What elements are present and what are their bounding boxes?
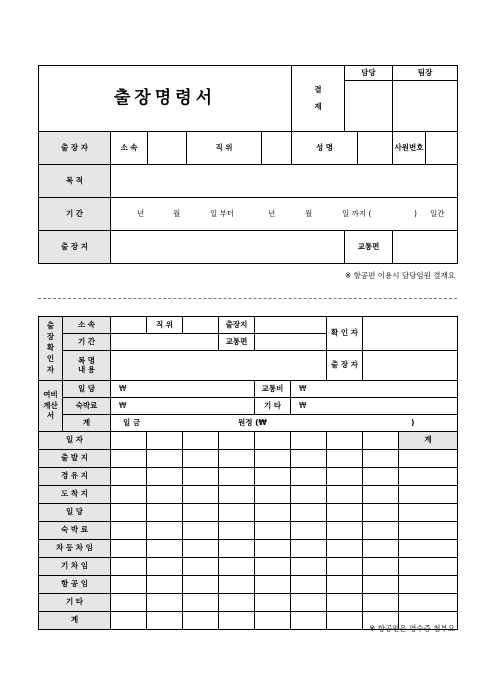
detail-row-label: 경 유 지 (39, 468, 111, 486)
detail-cell[interactable] (327, 486, 363, 504)
trip-report-table (38, 316, 458, 630)
approval-label: 결 재 (292, 66, 345, 132)
detail-row (39, 468, 458, 486)
detail-total-cell[interactable] (399, 486, 458, 504)
detail-cell[interactable] (327, 612, 363, 630)
detail-cell[interactable] (111, 486, 147, 504)
detail-row-label: 기 차 임 (39, 558, 111, 576)
transport-label: 교통편 (345, 231, 393, 264)
detail-cell[interactable] (255, 504, 291, 522)
detail-cell[interactable] (255, 558, 291, 576)
report-period-field[interactable] (111, 334, 219, 351)
dept-field[interactable] (148, 132, 187, 165)
detail-row (39, 540, 458, 558)
detail-cell[interactable] (111, 504, 147, 522)
detail-cell[interactable] (183, 432, 219, 450)
position-field[interactable] (262, 132, 292, 165)
detail-cell[interactable] (111, 594, 147, 612)
detail-cell[interactable] (147, 522, 183, 540)
confirmer-label: 확 인 자 (327, 317, 363, 351)
detail-cell[interactable] (219, 432, 255, 450)
detail-cell[interactable] (291, 576, 327, 594)
expense-group-label: 여비 계산 서 (39, 381, 63, 432)
detail-cell[interactable] (147, 432, 183, 450)
detail-row-label: 차 등 차 임 (39, 540, 111, 558)
report-position-label: 직 위 (147, 317, 183, 334)
position-label: 직 위 (187, 132, 262, 165)
detail-cell[interactable] (219, 558, 255, 576)
detail-cell[interactable] (291, 432, 327, 450)
detail-row-label: 도 착 지 (39, 486, 111, 504)
destination-field[interactable] (111, 231, 345, 264)
purpose-label: 목 적 (39, 165, 111, 198)
detail-cell[interactable] (291, 522, 327, 540)
detail-cell[interactable] (147, 504, 183, 522)
detail-total-cell[interactable] (399, 594, 458, 612)
cut-line (38, 298, 457, 299)
detail-cell[interactable] (291, 468, 327, 486)
report-traveler-label: 출 장 자 (327, 351, 363, 381)
fare-field[interactable]: ₩ (291, 381, 458, 398)
detail-total-cell[interactable] (399, 468, 458, 486)
detail-cell[interactable] (327, 504, 363, 522)
detail-cell[interactable] (219, 468, 255, 486)
name-label: 성 명 (292, 132, 358, 165)
detail-total-cell[interactable] (399, 450, 458, 468)
detail-row (39, 486, 458, 504)
detail-cell[interactable] (219, 540, 255, 558)
etc-label: 기 타 (255, 398, 291, 415)
trip-order-table (38, 65, 458, 264)
detail-cell[interactable] (291, 558, 327, 576)
detail-row-label: 계 (39, 612, 111, 630)
detail-cell[interactable] (291, 612, 327, 630)
detail-cell[interactable] (183, 504, 219, 522)
detail-cell[interactable] (291, 504, 327, 522)
lodging-label: 숙박료 (63, 398, 111, 415)
empno-label: 사원번호 (393, 132, 426, 164)
detail-cell[interactable] (219, 594, 255, 612)
detail-row-label: 일 자 (39, 432, 111, 450)
detail-row (39, 432, 458, 450)
detail-cell[interactable] (147, 540, 183, 558)
detail-total-header: 계 (399, 432, 458, 450)
report-traveler-sign[interactable] (363, 351, 458, 381)
detail-cell[interactable] (183, 468, 219, 486)
detail-cell[interactable] (183, 522, 219, 540)
detail-row-label: 항 공 임 (39, 576, 111, 594)
detail-row (39, 558, 458, 576)
detail-cell[interactable] (363, 504, 399, 522)
detail-cell[interactable] (147, 486, 183, 504)
purpose-field[interactable] (111, 165, 458, 198)
detail-row (39, 504, 458, 522)
amount-prefix: 일 금 (123, 418, 141, 427)
expense-total-field[interactable] (111, 415, 458, 432)
empno-cell (393, 132, 458, 165)
detail-cell[interactable] (219, 504, 255, 522)
detail-cell[interactable] (327, 468, 363, 486)
dept-label: 소 속 (111, 132, 148, 165)
detail-total-cell[interactable] (399, 558, 458, 576)
detail-cell[interactable] (183, 576, 219, 594)
approval-header-team-lead: 팀장 (393, 66, 458, 81)
detail-cell[interactable] (219, 612, 255, 630)
amount-close: ) (411, 418, 415, 427)
report-period-label: 기 간 (63, 334, 111, 351)
duty-field[interactable] (111, 351, 327, 381)
detail-total-cell[interactable] (399, 540, 458, 558)
detail-cell[interactable] (147, 612, 183, 630)
lodging-field[interactable]: ₩ (111, 398, 255, 415)
detail-cell[interactable] (291, 540, 327, 558)
detail-cell[interactable] (111, 540, 147, 558)
detail-total-cell[interactable] (399, 522, 458, 540)
detail-cell[interactable] (327, 540, 363, 558)
detail-cell[interactable] (363, 450, 399, 468)
detail-cell[interactable] (255, 576, 291, 594)
detail-row-label: 숙 박 료 (39, 522, 111, 540)
detail-row (39, 450, 458, 468)
detail-cell[interactable] (327, 576, 363, 594)
detail-cell[interactable] (111, 450, 147, 468)
detail-cell[interactable] (255, 540, 291, 558)
detail-cell[interactable] (327, 450, 363, 468)
duty-label: 복 명 내 용 (63, 351, 111, 381)
detail-cell[interactable] (363, 594, 399, 612)
period-field[interactable]: 년 월 일 부터 년 월 일 까지 ( ) 일간 (111, 198, 458, 231)
detail-cell[interactable] (363, 558, 399, 576)
detail-row-label: 기 타 (39, 594, 111, 612)
detail-cell[interactable] (327, 558, 363, 576)
detail-cell[interactable] (255, 468, 291, 486)
detail-cell[interactable] (255, 486, 291, 504)
detail-cell[interactable] (183, 450, 219, 468)
detail-cell[interactable] (327, 432, 363, 450)
detail-cell[interactable] (255, 450, 291, 468)
detail-cell[interactable] (363, 486, 399, 504)
name-field[interactable] (358, 132, 393, 165)
detail-cell[interactable] (219, 576, 255, 594)
detail-cell[interactable] (291, 450, 327, 468)
amount-suffix: 원정 (₩ (238, 418, 267, 427)
detail-cell[interactable] (111, 558, 147, 576)
expense-total-label: 계 (63, 415, 111, 432)
detail-cell[interactable] (291, 594, 327, 612)
detail-cell[interactable] (183, 486, 219, 504)
detail-cell[interactable] (327, 594, 363, 612)
detail-grid (39, 432, 458, 630)
report-transport-field[interactable] (255, 334, 327, 351)
detail-cell[interactable] (111, 576, 147, 594)
report-dest-field[interactable] (255, 317, 327, 334)
detail-cell[interactable] (363, 468, 399, 486)
detail-cell[interactable] (147, 450, 183, 468)
detail-cell[interactable] (111, 522, 147, 540)
transport-field[interactable] (393, 231, 458, 264)
detail-cell[interactable] (147, 558, 183, 576)
detail-row-label: 출 발 지 (39, 450, 111, 468)
detail-row (39, 576, 458, 594)
detail-cell[interactable] (111, 432, 147, 450)
detail-cell[interactable] (147, 594, 183, 612)
detail-cell[interactable] (255, 594, 291, 612)
detail-row (39, 522, 458, 540)
detail-cell[interactable] (363, 432, 399, 450)
period-label: 기 간 (39, 198, 111, 231)
detail-cell[interactable] (111, 468, 147, 486)
report-position-field[interactable] (183, 317, 219, 334)
destination-label: 출 장 지 (39, 231, 111, 264)
detail-cell[interactable] (327, 522, 363, 540)
detail-row-label: 일 당 (39, 504, 111, 522)
detail-cell[interactable] (183, 540, 219, 558)
detail-cell[interactable] (183, 558, 219, 576)
top-note: ※ 항공편 이용시 담당임원 결재요 (344, 271, 455, 280)
form-title: 출장명령서 (39, 66, 292, 132)
report-dept-field[interactable] (111, 317, 147, 334)
detail-cell[interactable] (183, 594, 219, 612)
detail-cell[interactable] (255, 612, 291, 630)
approval-sign-staff[interactable] (345, 81, 393, 132)
detail-cell[interactable] (363, 540, 399, 558)
daily-allowance-field[interactable]: ₩ (111, 381, 255, 398)
detail-total-cell[interactable] (399, 576, 458, 594)
approval-sign-team-lead[interactable] (393, 81, 458, 132)
detail-cell[interactable] (363, 576, 399, 594)
detail-cell[interactable] (183, 612, 219, 630)
report-dest-label: 출장지 (219, 317, 255, 334)
daily-allowance-label: 일 당 (63, 381, 111, 398)
bottom-note: ※ 항공편은 영수증 첨부요 (369, 624, 455, 633)
detail-cell[interactable] (255, 432, 291, 450)
detail-total-cell[interactable] (399, 504, 458, 522)
detail-cell[interactable] (219, 486, 255, 504)
detail-row (39, 594, 458, 612)
detail-cell[interactable] (219, 450, 255, 468)
detail-cell[interactable] (255, 522, 291, 540)
detail-cell[interactable] (111, 612, 147, 630)
etc-field[interactable]: ₩ (291, 398, 458, 415)
report-transport-label: 교통편 (219, 334, 255, 351)
report-dept-label: 소 속 (63, 317, 111, 334)
fare-label: 교통비 (255, 381, 291, 398)
detail-cell[interactable] (219, 522, 255, 540)
traveler-label: 출 장 자 (39, 132, 111, 165)
approval-header-staff: 담당 (345, 66, 393, 81)
detail-cell[interactable] (363, 522, 399, 540)
confirm-group-label: 출 장 확 인 자 (39, 317, 63, 381)
confirmer-sign[interactable] (363, 317, 458, 351)
detail-cell[interactable] (147, 576, 183, 594)
detail-cell[interactable] (291, 486, 327, 504)
detail-cell[interactable] (147, 468, 183, 486)
